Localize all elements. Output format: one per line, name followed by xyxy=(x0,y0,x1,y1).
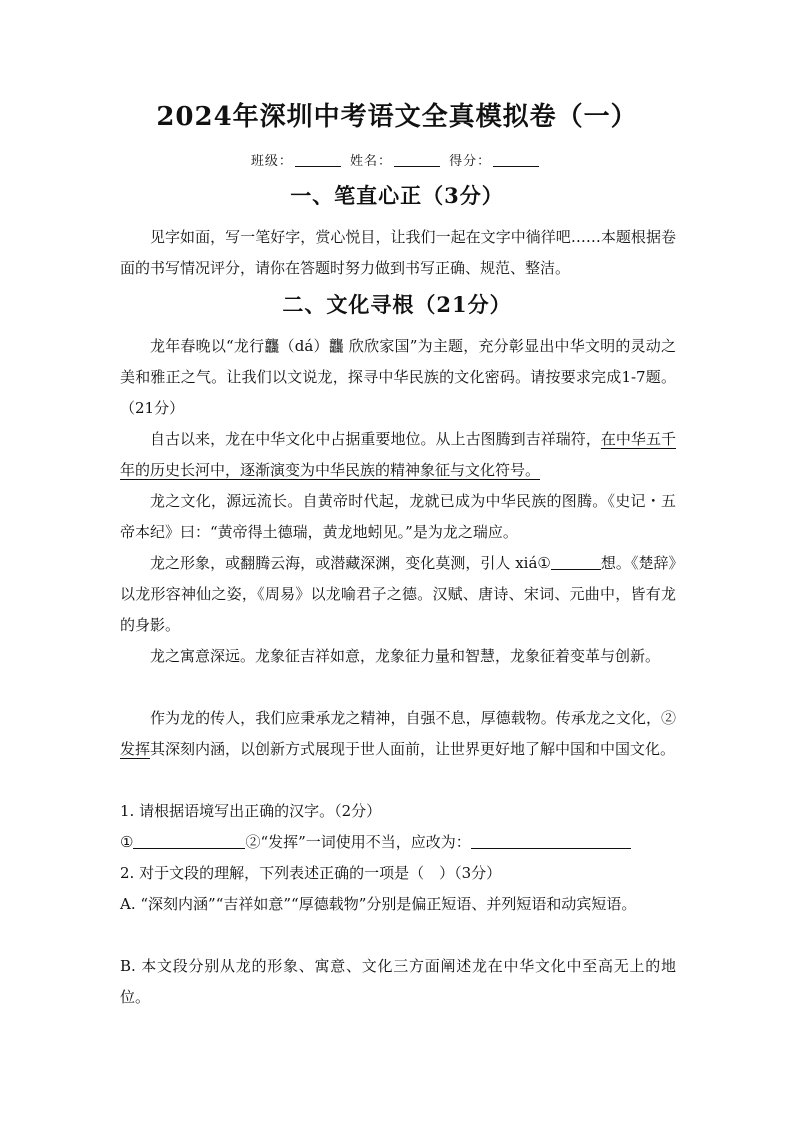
score-blank[interactable] xyxy=(493,154,539,167)
question-1-answers xyxy=(120,827,680,858)
p1-text: 自古以来，龙在中华文化中占据重要地位。从上古图腾到吉祥瑞符， xyxy=(150,430,601,448)
question-2-stem: 2. 对于文段的理解，下列表述正确的一项是（ ）（3分） xyxy=(120,864,502,882)
section2-intro: 龙年春晚以“龙行龘（dá）龘 欣欣家国”为主题，充分彰显出中华文明的灵动之美和雅正之气。让我们以文说龙，探寻中华民族的文化密码。请按要求完成1-7题。（21分） xyxy=(120,337,676,417)
p3-blank[interactable] xyxy=(551,555,601,570)
p1-underlined-sentence: 在中华五千年的历史长河中，逐渐演变为中华民族的精神象征与文化符号。 xyxy=(120,430,676,479)
score-label: 得分： xyxy=(449,154,492,169)
student-info-line xyxy=(0,150,794,169)
question-1-stem: 1. 请根据语境写出正确的汉字。（2分） xyxy=(120,802,382,820)
passage-paragraph-1 xyxy=(120,424,676,486)
passage-paragraph-5 xyxy=(120,703,676,765)
passage-paragraph-2: 龙之文化，源远流长。自黄帝时代起，龙就已成为中华民族的图腾。《史记・五帝本纪》曰：“黄帝得土德瑞，黄龙地蚓见。”是为龙之瑞应。 xyxy=(120,492,676,541)
q1-answer-blank-1[interactable] xyxy=(133,834,245,849)
class-blank[interactable] xyxy=(295,154,341,167)
name-label: 姓名： xyxy=(349,154,392,169)
passage-paragraph-3 xyxy=(120,548,676,641)
q1-mark-2: ②“发挥”一词使用不当，应改为： xyxy=(245,833,471,851)
p5-underlined-word: 发挥 xyxy=(120,740,151,758)
question-2-option-a: A. “深刻内涵”“吉祥如意”“厚德载物”分别是偏正短语、并列短语和动宾短语。 xyxy=(120,895,637,913)
exam-title: 2024年深圳中考语文全真模拟卷（一） xyxy=(156,102,638,132)
question-2-option-b: B. 本文段分别从龙的形象、寓意、文化三方面阐述龙在中华文化中至高无上的地位。 xyxy=(120,957,676,1006)
section1-body: 见字如面，写一笔好字，赏心悦目，让我们一起在文字中徜徉吧……本题根据卷面的书写情况评分，请你在答题时努力做到书写正确、规范、整洁。 xyxy=(120,228,676,277)
section2-heading: 二、文化寻根（21分） xyxy=(282,292,512,317)
p3-text-before: 龙之形象，或翻腾云海，或潜藏深渊，变化莫测，引人 xiá① xyxy=(150,554,551,572)
p3-text-after: 想。《楚辞》以龙形容神仙之姿，《周易》以龙喻君子之德。汉赋、唐诗、宋词、元曲中，皆有龙的身影。 xyxy=(120,554,676,634)
p5-text-after: 其深刻内涵，以创新方式展现于世人面前，让世界更好地了解中国和中国文化。 xyxy=(150,740,676,758)
name-blank[interactable] xyxy=(394,154,440,167)
class-label: 班级： xyxy=(250,154,293,169)
q1-answer-blank-2[interactable] xyxy=(471,834,631,849)
section1-heading: 一、笔直心正（3分） xyxy=(290,183,504,208)
p5-text-before: 作为龙的传人，我们应秉承龙之精神，自强不息，厚德载物。传承龙之文化，② xyxy=(150,709,676,727)
passage-paragraph-4: 龙之寓意深远。龙象征吉祥如意，龙象征力量和智慧，龙象征着变革与创新。 xyxy=(150,647,661,665)
q1-mark-1: ① xyxy=(120,833,134,851)
